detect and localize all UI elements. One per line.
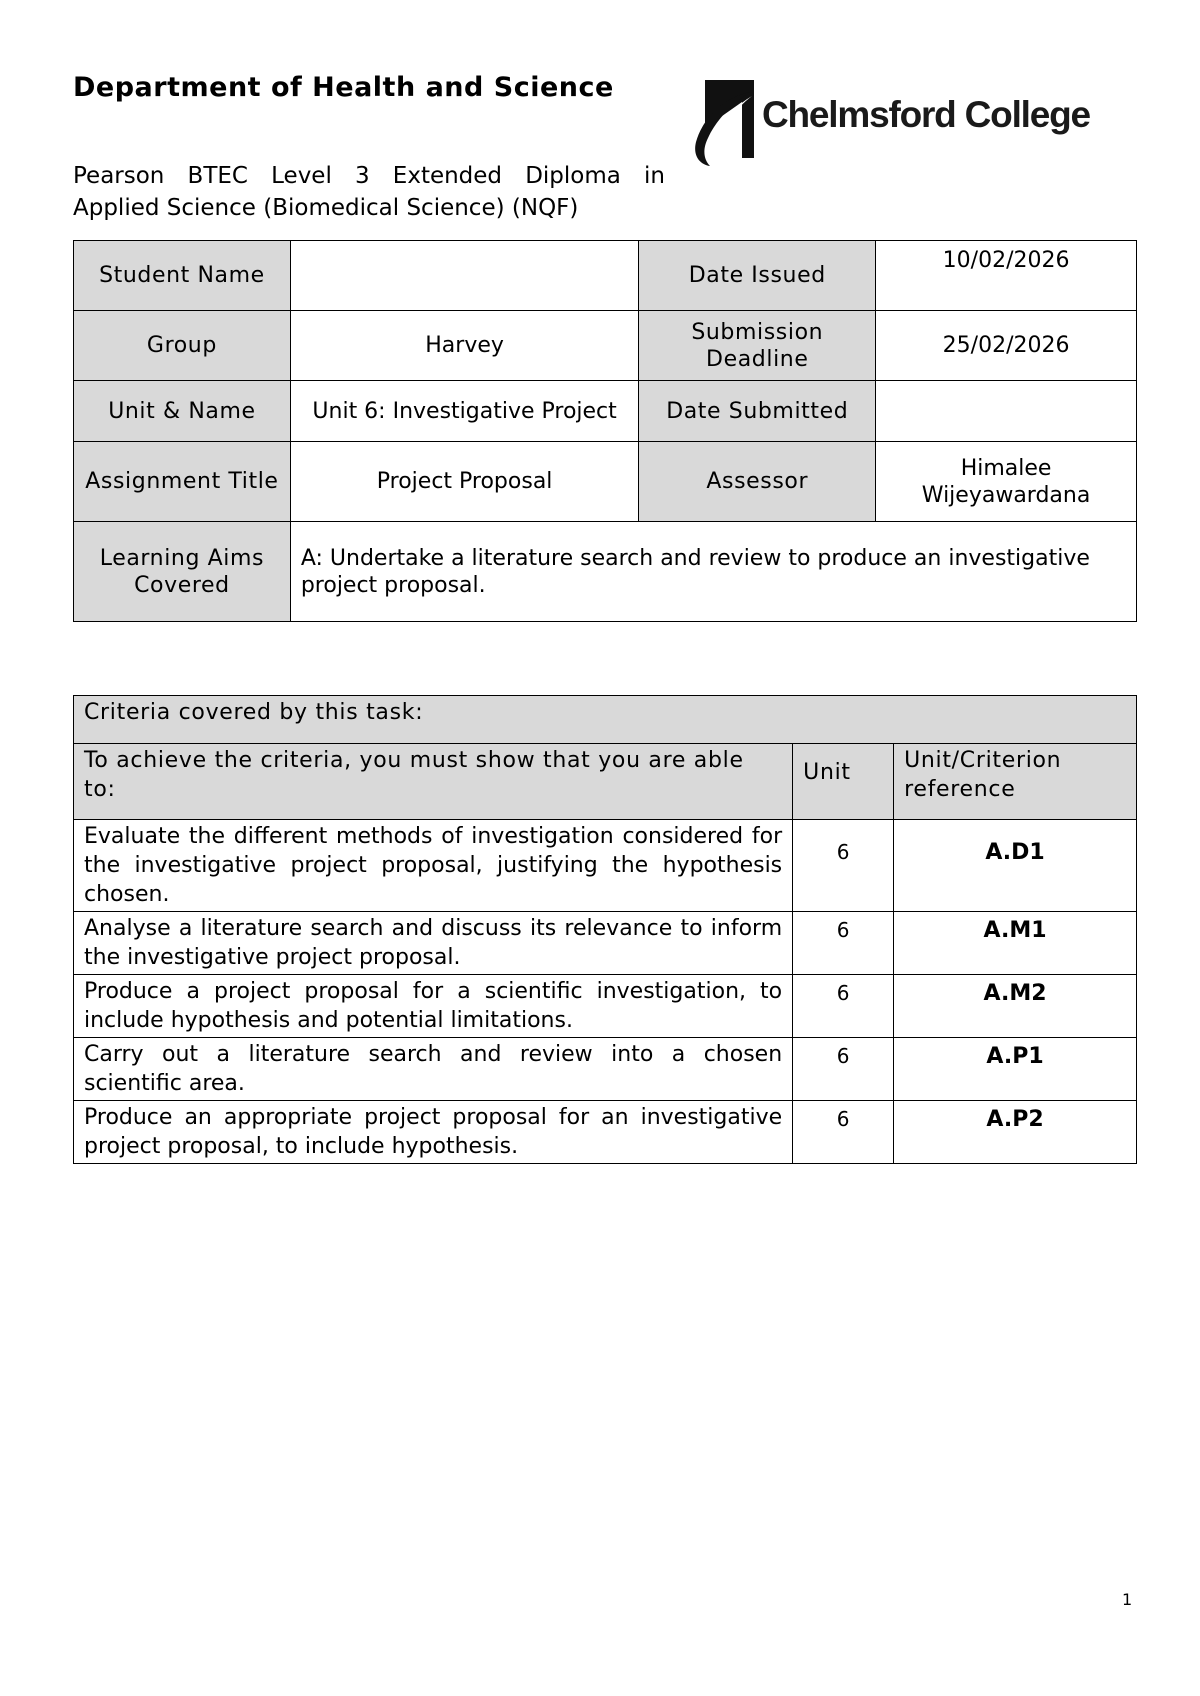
course-title-line1: Pearson BTEC Level 3 Extended Diploma in <box>73 163 665 189</box>
criterion-description: Carry out a literature search and review into a chosen scientific area. <box>74 1038 793 1101</box>
criterion-description: Analyse a literature search and discuss its relevance to inform the investigative project proposal. <box>74 912 793 975</box>
group-value: Harvey <box>290 311 639 381</box>
department-title: Department of Health and Science <box>73 72 614 103</box>
criterion-unit: 6 <box>793 912 894 975</box>
course-title <box>73 160 665 224</box>
learning-aims-value: A: Undertake a literature search and review to produce an investigative project proposal. <box>290 522 1136 622</box>
assignment-info-table <box>73 240 1137 622</box>
table-row <box>74 1101 1137 1164</box>
criterion-reference: A.P1 <box>894 1038 1137 1101</box>
criteria-col-unit: Unit <box>793 744 894 820</box>
criterion-description: Evaluate the different methods of investigation considered for the investigative project proposal, justifying the hypothesis chosen. <box>74 820 793 912</box>
date-issued-label: Date Issued <box>639 241 876 311</box>
college-logo <box>692 78 1142 170</box>
unit-name-label: Unit & Name <box>74 381 291 442</box>
date-submitted-value <box>876 381 1137 442</box>
criterion-description: Produce a project proposal for a scientific investigation, to include hypothesis and potential limitations. <box>74 975 793 1038</box>
criteria-header-row <box>74 744 1137 820</box>
criterion-reference: A.M2 <box>894 975 1137 1038</box>
info-row-unit <box>74 381 1137 442</box>
unit-name-value: Unit 6: Investigative Project <box>290 381 639 442</box>
info-row-learning-aims <box>74 522 1137 622</box>
info-row-student <box>74 241 1137 311</box>
assessor-value: Himalee Wijeyawardana <box>876 442 1137 522</box>
group-label: Group <box>74 311 291 381</box>
criteria-table-title: Criteria covered by this task: <box>74 696 1137 744</box>
page-number: 1 <box>1122 1590 1133 1609</box>
criteria-table <box>73 695 1137 1164</box>
criterion-description: Produce an appropriate project proposal for an investigative project proposal, to include hypothesis. <box>74 1101 793 1164</box>
criterion-unit: 6 <box>793 1038 894 1101</box>
criteria-col-reference: Unit/Criterion reference <box>894 744 1137 820</box>
criterion-unit: 6 <box>793 820 894 912</box>
criterion-unit: 6 <box>793 1101 894 1164</box>
student-name-value <box>290 241 639 311</box>
course-title-line2: Applied Science (Biomedical Science) (NQF) <box>73 195 579 221</box>
table-row <box>74 820 1137 912</box>
criteria-col-description: To achieve the criteria, you must show that you are able to: <box>74 744 793 820</box>
submission-deadline-value: 25/02/2026 <box>876 311 1137 381</box>
criterion-reference: A.M1 <box>894 912 1137 975</box>
date-submitted-label: Date Submitted <box>639 381 876 442</box>
assignment-title-value: Project Proposal <box>290 442 639 522</box>
college-logo-icon <box>692 78 756 170</box>
learning-aims-label: Learning Aims Covered <box>74 522 291 622</box>
info-row-assignment <box>74 442 1137 522</box>
student-name-label: Student Name <box>74 241 291 311</box>
table-row <box>74 975 1137 1038</box>
criterion-unit: 6 <box>793 975 894 1038</box>
criterion-reference: A.D1 <box>894 820 1137 912</box>
date-issued-value: 10/02/2026 <box>876 241 1137 311</box>
criteria-title-row <box>74 696 1137 744</box>
info-row-group <box>74 311 1137 381</box>
college-logo-text: Chelmsford College <box>762 94 1090 135</box>
table-row <box>74 1038 1137 1101</box>
criterion-reference: A.P2 <box>894 1101 1137 1164</box>
assignment-title-label: Assignment Title <box>74 442 291 522</box>
assessor-label: Assessor <box>639 442 876 522</box>
submission-deadline-label: Submission Deadline <box>639 311 876 381</box>
table-row <box>74 912 1137 975</box>
